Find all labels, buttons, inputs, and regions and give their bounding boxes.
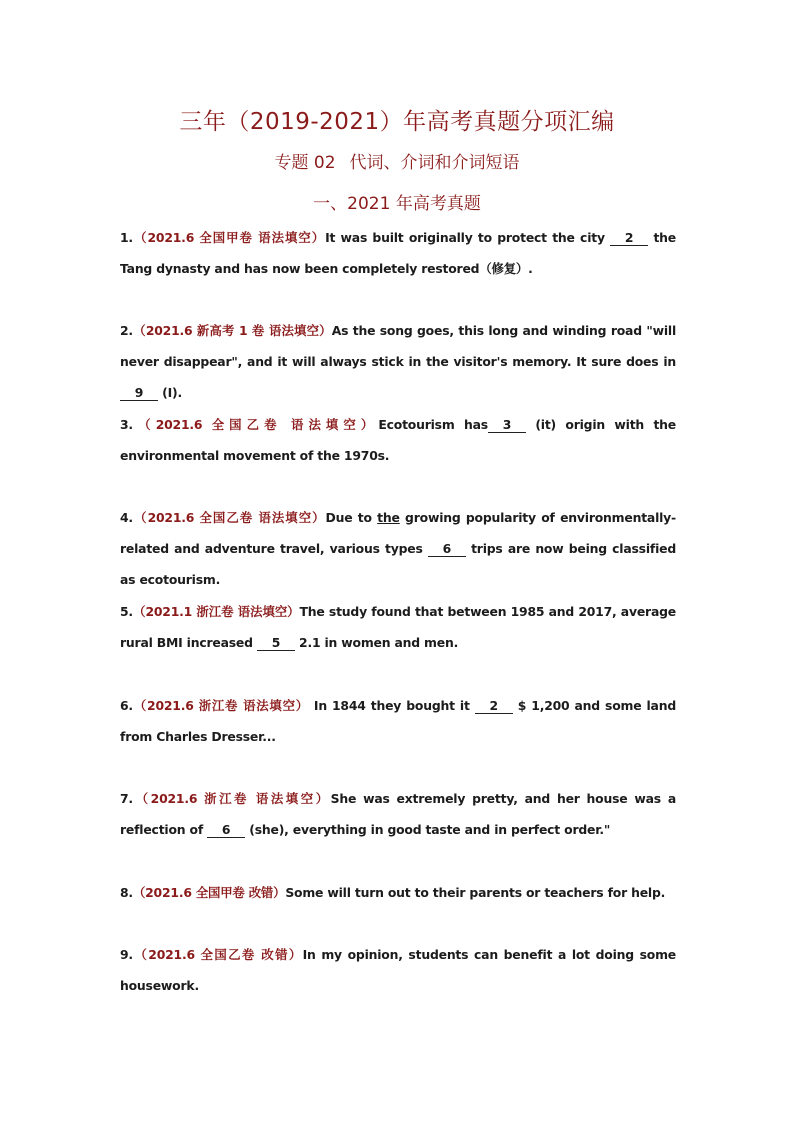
question-text-after: (I). xyxy=(158,385,182,400)
section-heading: 一、2021 年高考真题 xyxy=(313,194,481,214)
question-text-before: It was built originally to protect the city xyxy=(325,230,611,245)
answer-blank: 3 xyxy=(488,418,526,433)
question-source-tag: （2021.1 浙江卷 语法填空） xyxy=(132,604,300,619)
subtitle-topic-number: 专题 02 xyxy=(274,153,336,173)
answer-blank: 9 xyxy=(120,386,158,401)
question-9 xyxy=(120,939,676,1001)
question-text-before: In my opinion, students can benefit a lot doing some housework. xyxy=(120,947,677,993)
question-source-tag: （2021.6 全国乙卷 改错） xyxy=(132,947,303,962)
question-number: 6. xyxy=(120,698,133,713)
answer-blank: 2 xyxy=(475,699,513,714)
question-source-tag: （2021.6 全国甲卷 语法填空） xyxy=(132,230,326,245)
question-7 xyxy=(120,783,676,845)
document-subtitle xyxy=(0,148,794,173)
question-text-after: the Tang dynasty and has now been completely restored（修复）. xyxy=(120,230,676,276)
question-5 xyxy=(120,596,676,658)
question-number: 9. xyxy=(120,947,133,962)
question-text-after: (it) origin with the environmental movement of the 1970s. xyxy=(120,417,676,463)
answer-blank: 2 xyxy=(610,231,648,246)
question-source-tag: （2021.6 全国乙卷 语法填空） xyxy=(132,417,379,432)
document-title: 三年（2019-2021）年高考真题分项汇编 xyxy=(179,109,615,135)
underlined-word: the xyxy=(377,510,400,525)
question-number: 8. xyxy=(120,885,133,900)
question-number: 4. xyxy=(120,510,133,525)
question-source-tag: （2021.6 浙江卷 语法填空） xyxy=(132,791,331,806)
question-text-after: 2.1 in women and men. xyxy=(294,635,459,650)
question-source-tag: （2021.6 全国甲卷 改错） xyxy=(132,885,286,900)
answer-blank: 6 xyxy=(428,542,466,557)
question-text-after: (she), everything in good taste and in perfect order." xyxy=(245,822,611,837)
question-4 xyxy=(120,502,676,595)
question-text-lead: Due to xyxy=(325,510,378,525)
question-text-before: The study found that between 1985 and 2017, average rural BMI increased xyxy=(120,604,676,650)
question-text-after: trips are now being classified as ecotourism. xyxy=(120,541,677,587)
question-source-tag: （2021.6 全国乙卷 语法填空） xyxy=(132,510,326,525)
question-number: 1. xyxy=(120,230,133,245)
question-text-before: growing popularity of environmentally-related and adventure travel, various types xyxy=(120,510,676,556)
question-8 xyxy=(120,877,676,908)
question-text-before: In 1844 they bought it xyxy=(308,698,475,713)
answer-blank: 6 xyxy=(207,823,245,838)
question-source-tag: （2021.6 浙江卷 语法填空） xyxy=(132,698,309,713)
question-text-before: Some will turn out to their parents or teachers for help. xyxy=(285,885,666,900)
question-6 xyxy=(120,690,676,752)
question-text-after: $ 1,200 and some land from Charles Dresser... xyxy=(120,698,676,744)
subtitle-topic-name: 代词、介词和介词短语 xyxy=(349,153,520,173)
question-number: 5. xyxy=(120,604,133,619)
question-text-before: Ecotourism has xyxy=(378,417,488,432)
question-text-before: She was extremely pretty, and her house was a reflection of xyxy=(120,791,676,837)
question-number: 2. xyxy=(120,323,133,338)
answer-blank: 5 xyxy=(257,636,295,651)
question-3 xyxy=(120,409,676,471)
question-number: 3. xyxy=(120,417,133,432)
question-text-before: As the song goes, this long and winding road "will never disappear", and it will always stick in the visitor's memory. It sure does in xyxy=(120,323,676,369)
question-source-tag: （2021.6 新高考 1 卷 语法填空） xyxy=(132,323,332,338)
question-1 xyxy=(120,222,676,284)
question-number: 7. xyxy=(120,791,133,806)
question-2 xyxy=(120,315,676,408)
